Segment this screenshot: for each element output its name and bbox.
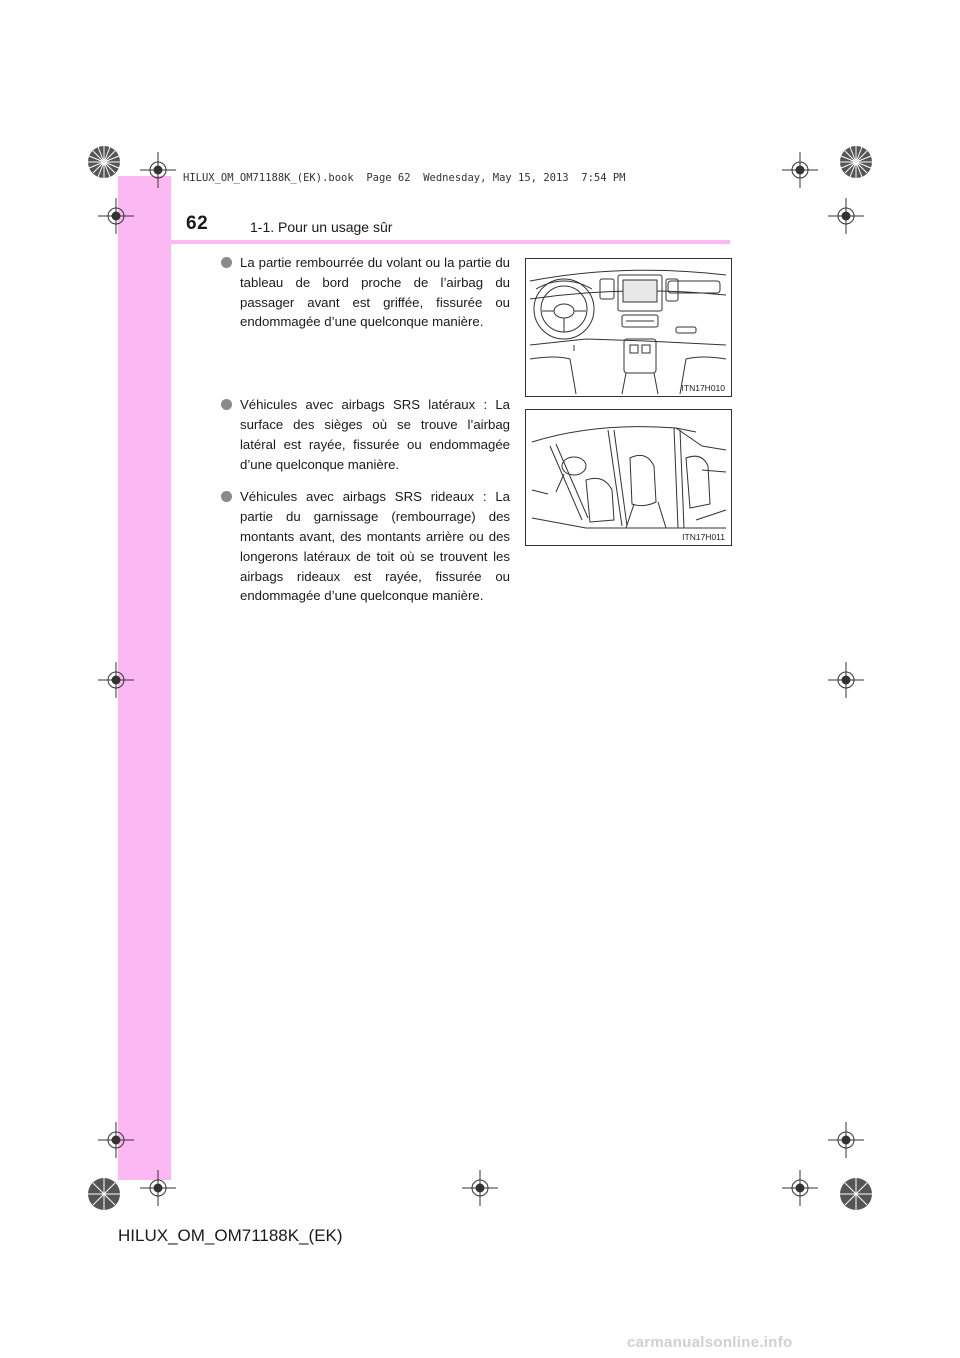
crosshair-mark-icon — [780, 150, 820, 190]
bullet-text: Véhicules avec airbags SRS latéraux : La surface des sièges où se trouve l’airbag latéral est rayée, fissurée ou endommagée d’une quelconque manière. — [240, 397, 510, 472]
bullet-dot-icon — [221, 257, 232, 268]
crosshair-mark-icon — [138, 150, 178, 190]
list-item — [221, 487, 510, 606]
section-title: 1-1. Pour un usage sûr — [250, 219, 393, 235]
registration-mark-icon — [834, 140, 878, 184]
list-item — [221, 395, 510, 474]
dashboard-illustration — [525, 258, 732, 397]
crosshair-mark-icon — [780, 1168, 820, 1208]
registration-mark-icon — [82, 140, 126, 184]
bullet-text: La partie rembourrée du volant ou la partie du tableau de bord proche de l’airbag du passager avant est griffée, fissurée ou endommagée d’une quelconque manière. — [240, 255, 510, 330]
page-number: 62 — [186, 213, 209, 234]
crosshair-mark-icon — [826, 196, 866, 236]
bullet-list — [221, 253, 510, 619]
crosshair-mark-icon — [96, 1120, 136, 1160]
footer-doc-code: HILUX_OM_OM71188K_(EK) — [118, 1226, 343, 1245]
crosshair-mark-icon — [96, 660, 136, 700]
car-interior-illustration — [525, 409, 732, 546]
list-item — [221, 253, 510, 332]
watermark: carmanualsonline.info — [627, 1334, 793, 1351]
registration-mark-icon — [834, 1172, 878, 1216]
registration-mark-icon — [82, 1172, 126, 1216]
book-meta-line: HILUX_OM_OM71188K_(EK).book Page 62 Wednesday, May 15, 2013 7:54 PM — [183, 172, 626, 184]
bullet-text: Véhicules avec airbags SRS rideaux : La partie du garnissage (rembourrage) des montants avant, des montants arrière ou des longerons latéraux de toit où se trouvent les airbags rideaux est rayée, fissurée ou endommagée d’une quelconque manière. — [240, 489, 510, 604]
header-rule — [118, 240, 730, 244]
bullet-dot-icon — [221, 399, 232, 410]
crosshair-mark-icon — [460, 1168, 500, 1208]
crosshair-mark-icon — [826, 1120, 866, 1160]
figure-label: ITN17H010 — [681, 383, 725, 393]
crosshair-mark-icon — [96, 196, 136, 236]
crosshair-mark-icon — [826, 660, 866, 700]
bullet-dot-icon — [221, 491, 232, 502]
figure-label: ITN17H011 — [682, 532, 725, 542]
crosshair-mark-icon — [138, 1168, 178, 1208]
